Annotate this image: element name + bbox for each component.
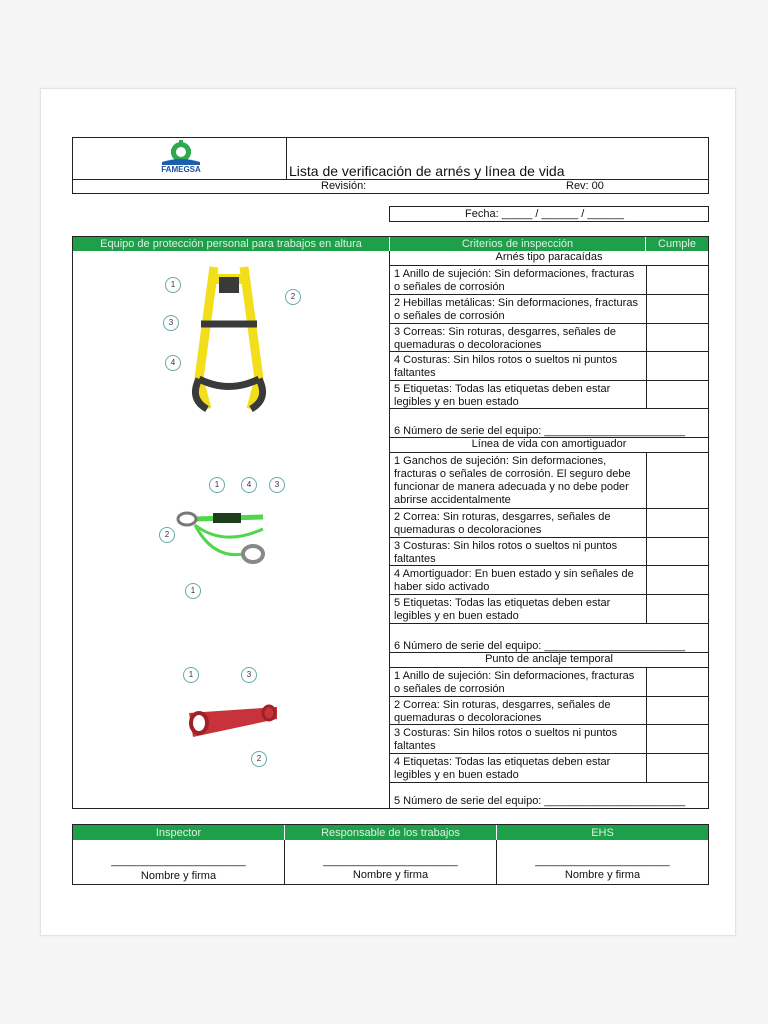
anchor-strap-image xyxy=(183,697,283,743)
criteria-row xyxy=(390,509,708,538)
callout-4: 4 xyxy=(165,355,181,371)
criteria-row xyxy=(390,725,708,754)
criteria-row xyxy=(390,754,708,783)
callout-2: 2 xyxy=(159,527,175,543)
serial-row xyxy=(390,783,708,808)
date-field[interactable] xyxy=(389,206,709,222)
date-label: Fecha: _____ / ______ / ______ xyxy=(465,208,625,220)
section-title-anchor: Punto de anclaje temporal xyxy=(390,653,708,668)
col-header-cumple: Cumple xyxy=(646,237,708,251)
cumple-checkbox[interactable] xyxy=(646,595,708,623)
cumple-checkbox[interactable] xyxy=(646,566,708,594)
criteria-column xyxy=(390,251,708,808)
criteria-text: 5 Etiquetas: Todas las etiquetas deben estar legibles y en buen estado xyxy=(394,383,611,408)
signature-table xyxy=(72,824,709,885)
cumple-checkbox[interactable] xyxy=(646,381,708,408)
criteria-row xyxy=(390,295,708,324)
criteria-row xyxy=(390,381,708,409)
criteria-text: 3 Costuras: Sin hilos rotos o sueltos ni puntos faltantes xyxy=(394,540,618,565)
criteria-row xyxy=(390,668,708,697)
serial-number-field[interactable]: 6 Número de serie del equipo: _______________________ xyxy=(394,425,686,437)
rev-label: Rev: 00 xyxy=(566,180,604,192)
serial-row xyxy=(390,624,708,653)
cumple-checkbox[interactable] xyxy=(646,668,708,696)
col-header-equipment: Equipo de protección personal para trabajos en altura xyxy=(73,237,389,251)
criteria-row xyxy=(390,538,708,566)
section-title-lanyard: Línea de vida con amortiguador xyxy=(390,438,708,453)
criteria-text: 1 Anillo de sujeción: Sin deformaciones, fracturas o señales de corrosión xyxy=(394,670,635,695)
criteria-text: 2 Correa: Sin roturas, desgarres, señales de quemaduras o decoloraciones xyxy=(394,699,611,724)
serial-row xyxy=(390,409,708,438)
callout-1: 1 xyxy=(185,583,201,599)
cumple-checkbox[interactable] xyxy=(646,266,708,294)
cumple-checkbox[interactable] xyxy=(646,295,708,323)
criteria-text: 4 Amortiguador: En buen estado y sin señales de haber sido activado xyxy=(394,568,634,593)
col-header-criteria: Criterios de inspección xyxy=(390,237,645,251)
criteria-text: 4 Etiquetas: Todas las etiquetas deben estar legibles y en buen estado xyxy=(394,756,611,781)
callout-4: 4 xyxy=(241,477,257,493)
logo-text: FAMEGSA xyxy=(161,165,201,174)
company-logo xyxy=(158,140,204,176)
sig-header-ehs: EHS xyxy=(497,825,708,840)
criteria-text: 2 Hebillas metálicas: Sin deformaciones, fracturas o señales de corrosión xyxy=(394,297,638,322)
callout-3: 3 xyxy=(269,477,285,493)
signature-caption: Nombre y firma xyxy=(352,869,429,881)
serial-number-field[interactable]: 6 Número de serie del equipo: _______________________ xyxy=(394,640,686,652)
cumple-checkbox[interactable] xyxy=(646,324,708,351)
criteria-row xyxy=(390,566,708,595)
callout-1: 1 xyxy=(165,277,181,293)
cumple-checkbox[interactable] xyxy=(646,352,708,380)
callout-2: 2 xyxy=(285,289,301,305)
criteria-row xyxy=(390,324,708,352)
callout-2: 2 xyxy=(251,751,267,767)
criteria-text: 5 Etiquetas: Todas las etiquetas deben estar legibles y en buen estado xyxy=(394,597,611,622)
lanyard-image xyxy=(173,499,293,569)
lanyard-icon xyxy=(173,499,293,569)
criteria-text: 1 Ganchos de sujeción: Sin deformaciones, fracturas o señales de corrosión. El seguro debe funcionar de manera adecuada y no debe poder abrirse accidentalmente xyxy=(394,455,631,506)
revision-row xyxy=(72,179,709,194)
signature-caption: Nombre y firma xyxy=(140,870,217,882)
page-title: Lista de verificación de arnés y línea de vida xyxy=(289,163,565,179)
cumple-checkbox[interactable] xyxy=(646,725,708,753)
criteria-row xyxy=(390,595,708,624)
criteria-row xyxy=(390,453,708,509)
section-title-harness: Arnés tipo paracaídas xyxy=(390,251,708,266)
cumple-checkbox[interactable] xyxy=(646,538,708,565)
criteria-text: 1 Anillo de sujeción: Sin deformaciones, fracturas o señales de corrosión xyxy=(394,268,635,293)
anchor-strap-icon xyxy=(183,697,283,743)
cumple-checkbox[interactable] xyxy=(646,453,708,508)
sig-header-inspector: Inspector xyxy=(73,825,284,840)
header-box xyxy=(72,137,709,180)
sig-header-responsable: Responsable de los trabajos xyxy=(285,825,496,840)
signature-line[interactable]: ______________________ xyxy=(323,855,458,867)
callout-3: 3 xyxy=(241,667,257,683)
callout-1: 1 xyxy=(183,667,199,683)
cumple-checkbox[interactable] xyxy=(646,754,708,782)
logo-cell xyxy=(73,138,287,179)
signature-caption: Nombre y firma xyxy=(564,869,641,881)
main-table xyxy=(72,236,709,809)
criteria-row xyxy=(390,697,708,725)
signature-line[interactable]: ______________________ xyxy=(535,855,670,867)
cumple-checkbox[interactable] xyxy=(646,509,708,537)
criteria-text: 3 Correas: Sin roturas, desgarres, señales de quemaduras o decoloraciones xyxy=(394,326,616,351)
cumple-checkbox[interactable] xyxy=(646,697,708,724)
serial-number-field[interactable]: 5 Número de serie del equipo: _______________________ xyxy=(394,795,686,807)
criteria-row xyxy=(390,352,708,381)
criteria-row xyxy=(390,266,708,295)
criteria-text: 4 Costuras: Sin hilos rotos o sueltos ni puntos faltantes xyxy=(394,354,618,379)
criteria-text: 2 Correa: Sin roturas, desgarres, señales de quemaduras o decoloraciones xyxy=(394,511,611,536)
revision-label: Revisión: xyxy=(321,180,367,192)
callout-3: 3 xyxy=(163,315,179,331)
signature-line[interactable]: ______________________ xyxy=(111,855,246,867)
callout-1: 1 xyxy=(209,477,225,493)
criteria-text: 3 Costuras: Sin hilos rotos o sueltos ni puntos faltantes xyxy=(394,727,618,752)
